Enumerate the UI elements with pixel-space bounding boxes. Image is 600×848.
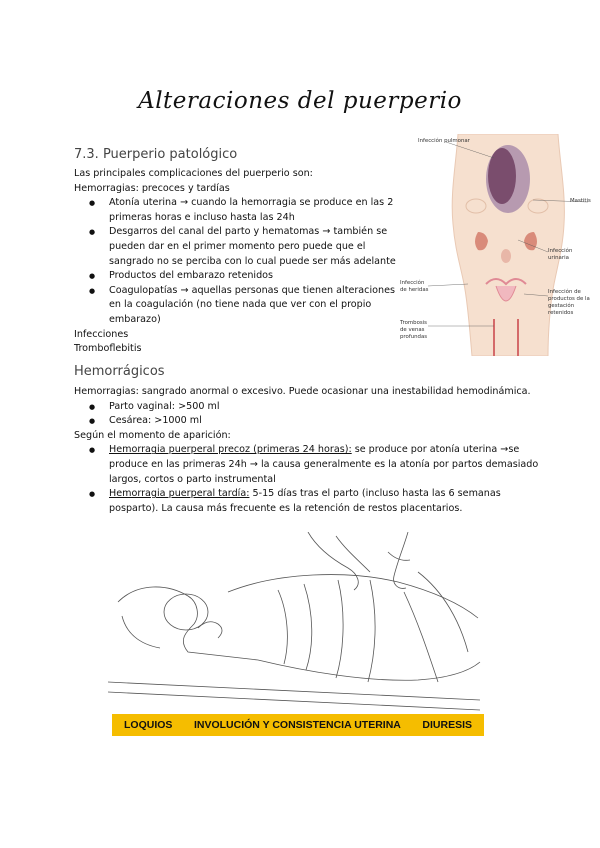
list-item: ● Cesárea: >1000 ml <box>74 414 544 429</box>
list-item: ● Desgarros del canal del parto y hematomas → también se pueden dar en el primer momento pero puede que el sangrado no se perciba con lo cual puede ser más adelante <box>74 225 398 269</box>
hemorragias-label: Hemorragias: precoces y tardías <box>74 182 230 194</box>
label-infeccion-productos: Infección de productos de la gestación retenidos <box>548 289 590 316</box>
section1-body <box>74 167 398 357</box>
label-infeccion-pulmonar: Infección pulmonar <box>418 138 470 144</box>
tardia-text: 5-15 días tras el parto (incluso hasta las 6 semanas posparto). La causa más frecuente es la retención de restos placentarios. <box>109 488 501 514</box>
postpartum-exam-illustration <box>108 532 488 714</box>
list-item: ● Coagulopatías → aquellas personas que tienen alteraciones en la coagulación (no tiene nada que ver con el propio embarazo) <box>74 284 398 328</box>
label-infeccion-heridas: Infección de heridas <box>400 280 429 293</box>
list-item: ● Atonía uterina → cuando la hemorragia se produce en las 2 primeras horas e incluso hasta las 24h <box>74 196 398 225</box>
label-mastitis: Mastitis <box>570 198 591 204</box>
banner-involucion: INVOLUCIÓN Y CONSISTENCIA UTERINA <box>193 719 401 731</box>
list-item <box>74 487 544 516</box>
list-item: ● Productos del embarazo retenidos <box>74 269 398 284</box>
precoz-text: se produce por atonía uterina →se produce en las primeras 24h → la causa generalmente es la atonía por partos demasiado largos, cortos o parto instrumental <box>109 444 539 485</box>
list-item <box>74 443 544 487</box>
label-trombosis: Trombosis de venas profundas <box>400 320 428 340</box>
infecciones-label: Infecciones <box>74 328 129 340</box>
list-item: ● Parto vaginal: >500 ml <box>74 400 544 415</box>
timing-list <box>74 443 544 516</box>
banner-diuresis: DIURESIS <box>422 719 472 731</box>
tromboflebitis-label: Tromboflebitis <box>74 343 142 355</box>
complications-list <box>74 196 398 327</box>
precoz-term: Hemorragia puerperal precoz (primeras 24 horas): <box>109 444 352 456</box>
uterine-check-banner <box>112 714 484 736</box>
section-heading-hemorragicos: Hemorrágicos <box>74 364 165 379</box>
label-infeccion-urinaria: Infección urinaria <box>548 248 573 261</box>
segun-momento-label: Según el momento de aparición: <box>74 429 231 441</box>
page-title: Alteraciones del puerperio <box>138 88 462 114</box>
hemorragias-definition: Hemorragias: sangrado anormal o excesivo. Puede ocasionar una inestabilidad hemodinámica. <box>74 386 531 397</box>
tardia-term: Hemorragia puerperal tardía: <box>109 488 250 500</box>
banner-loquios: LOQUIOS <box>124 719 173 731</box>
section2-body <box>74 385 544 516</box>
anatomy-figure <box>398 134 596 356</box>
volume-list <box>74 400 544 429</box>
intro-text: Las principales complicaciones del puerperio son: <box>74 168 313 179</box>
section-heading-puerperio-patologico: 7.3. Puerperio patológico <box>74 147 238 162</box>
